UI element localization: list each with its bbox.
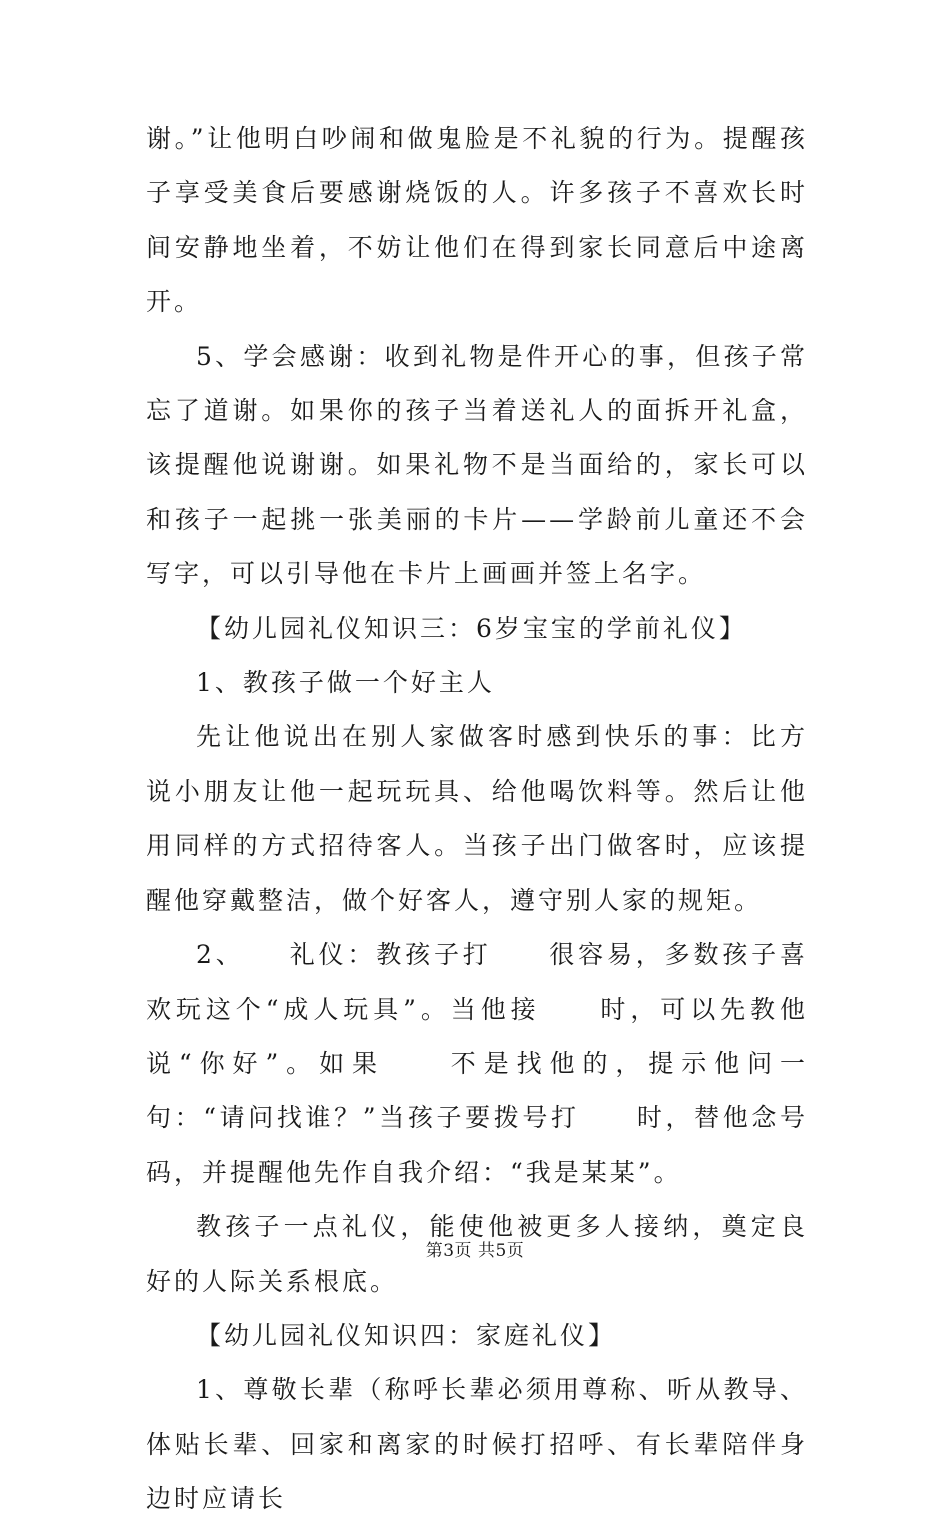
document-body xyxy=(146,112,808,1527)
paragraph: 2、 礼仪：教孩子打 很容易，多数孩子喜欢玩这个“成人玩具”。当他接 时，可以先教他说“你好”。如果 不是找他的，提示他问一句：“请问找谁？”当孩子要拨号打 时，替他念号码，并提醒他先作自我介绍：“我是某某”。 xyxy=(146,940,808,1187)
paragraph: 谢。”让他明白吵闹和做鬼脸是不礼貌的行为。提醒孩子享受美食后要感谢烧饭的人。许多孩子不喜欢长时间安静地坐着，不妨让他们在得到家长同意后中途离开。 xyxy=(146,124,808,317)
paragraph: 教孩子一点礼仪，能使他被更多人接纳，奠定良好的人际关系根底。 xyxy=(146,1212,808,1296)
paragraph: 5、学会感谢：收到礼物是件开心的事，但孩子常忘了道谢。如果你的孩子当着送礼人的面拆开礼盒，该提醒他说谢谢。如果礼物不是当面给的，家长可以和孩子一起挑一张美丽的卡片——学龄前儿童还不会写字，可以引导他在卡片上画画并签上名字。 xyxy=(146,341,808,589)
section-heading: 【幼儿园礼仪知识四：家庭礼仪】 xyxy=(196,1320,617,1350)
paragraph: 1、教孩子做一个好主人 xyxy=(196,668,495,698)
page-footer: 第3页 共5页 xyxy=(425,1241,525,1261)
paragraph: 先让他说出在别人家做客时感到快乐的事：比方说小朋友让他一起玩玩具、给他喝饮料等。然后让他用同样的方式招待客人。当孩子出门做客时，应该提醒他穿戴整洁，做个好客人，遵守别人家的规矩。 xyxy=(146,722,808,915)
section-heading: 【幼儿园礼仪知识三：6岁宝宝的学前礼仪】 xyxy=(196,613,747,643)
paragraph: 1、尊敬长辈（称呼长辈必须用尊称、听从教导、体贴长辈、回家和离家的时候打招呼、有长辈陪伴身边时应请长 xyxy=(146,1375,808,1514)
